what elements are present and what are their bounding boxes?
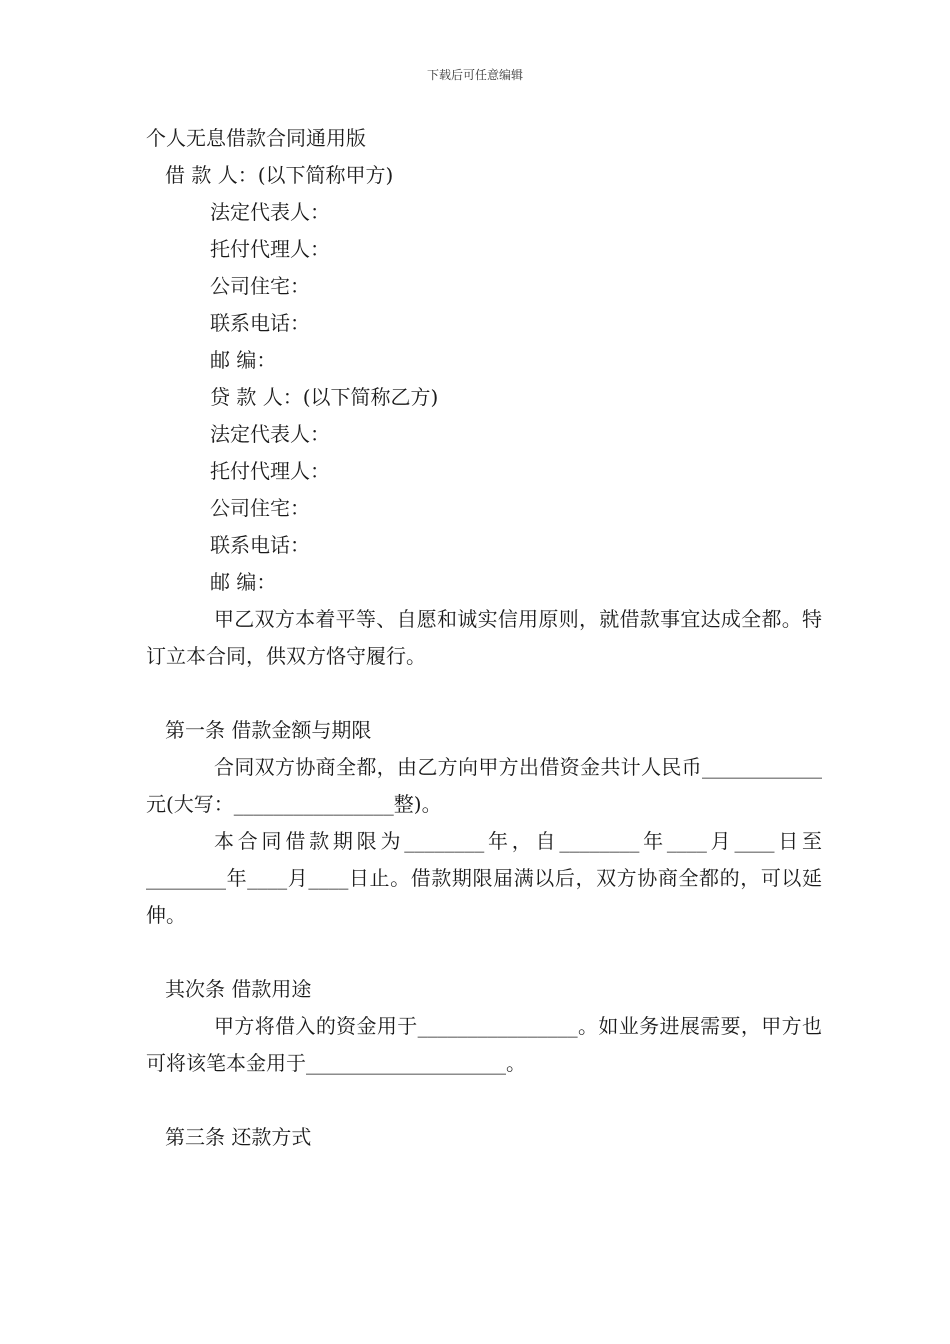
borrower-label: 借 款 人：(以下简称甲方) [165,163,394,187]
spacer [146,675,822,712]
article3-heading: 第三条 还款方式 [165,1125,312,1149]
borrower-postcode: 邮 编： [210,348,277,372]
lender-label: 贷 款 人：(以下简称乙方) [210,385,439,409]
spacer [146,1082,822,1119]
article1-paragraph-1: 合同双方协商全都，由乙方向甲方出借资金共计人民币____________元(大写：________________整)。 [146,755,822,816]
lender-rep: 法定代表人： [210,422,330,446]
document-title: 个人无息借款合同通用版 [146,126,366,150]
lender-phone: 联系电话： [210,533,310,557]
spacer [146,934,822,971]
intro-paragraph: 甲乙双方本着平等、自愿和诚实信用原则，就借款事宜达成全都。特订立本合同，供双方恪守履行。 [146,607,822,668]
lender-agent: 托付代理人： [210,459,330,483]
article1-heading: 第一条 借款金额与期限 [165,718,372,742]
page-header-note: 下载后可任意编辑 [426,68,523,82]
article2-heading: 其次条 借款用途 [165,977,312,1001]
borrower-phone: 联系电话： [210,311,310,335]
article1-paragraph-2: 本合同借款期限为________年，自________年____月____日至________年____月____日止。借款期限届满以后，双方协商全都的，可以延伸。 [146,829,822,927]
borrower-rep: 法定代表人： [210,200,330,224]
contract-document [146,120,822,1156]
lender-postcode: 邮 编： [210,570,277,594]
borrower-agent: 托付代理人： [210,237,330,261]
lender-address: 公司住宅： [210,496,310,520]
article2-paragraph-1: 甲方将借入的资金用于________________。如业务进展需要，甲方也可将该笔本金用于____________________。 [146,1014,822,1075]
borrower-address: 公司住宅： [210,274,310,298]
